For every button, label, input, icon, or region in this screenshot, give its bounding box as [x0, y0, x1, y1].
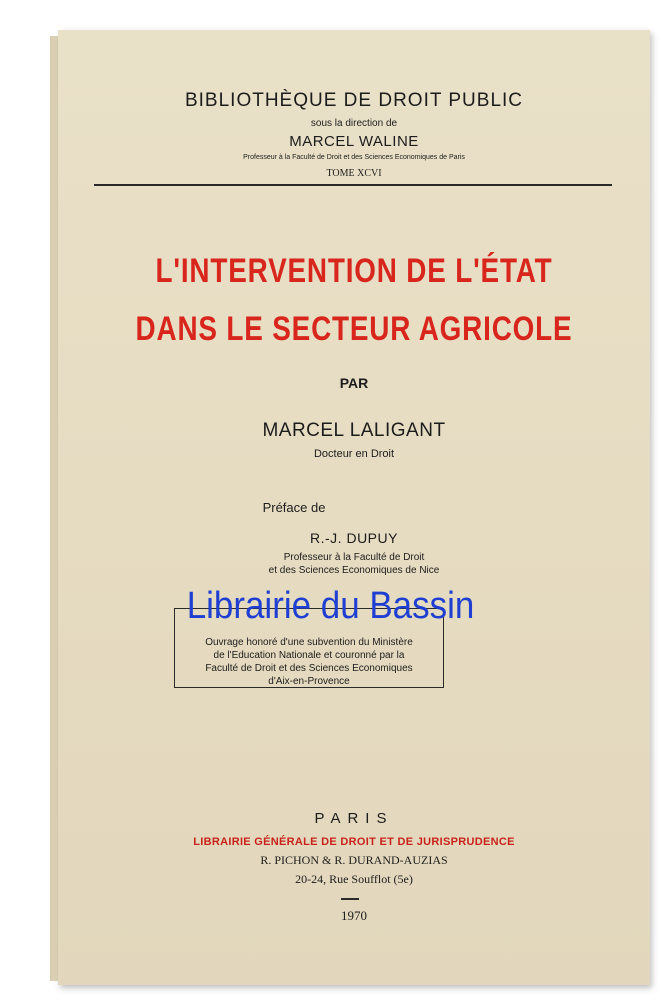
award-line-4: d'Aix-en-Provence: [268, 676, 350, 687]
preface-author-title-1: Professeur à la Faculté de Droit: [283, 552, 425, 563]
preface-author: R.-J. DUPUY: [310, 530, 398, 546]
award-line-3: Faculté de Droit et des Sciences Economiques: [205, 663, 413, 674]
header-divider: [94, 184, 612, 186]
direction-label: sous la direction de: [310, 118, 398, 129]
year-dash: [341, 898, 359, 900]
seller-watermark: Librairie du Bassin: [186, 585, 475, 627]
book-cover: [58, 30, 650, 985]
publication-year: 1970: [341, 908, 367, 923]
preface-author-title-2: et des Sciences Economiques de Nice: [268, 565, 440, 576]
publisher-name: LIBRAIRIE GÉNÉRALE DE DROIT ET DE JURISPRUDENCE: [193, 836, 515, 848]
author-title: Docteur en Droit: [313, 448, 395, 460]
series-title: BIBLIOTHÈQUE DE DROIT PUBLIC: [184, 90, 524, 111]
series-director: MARCEL WALINE: [289, 133, 419, 150]
award-line-1: Ouvrage honoré d'une subvention du Ministère: [205, 637, 413, 648]
book-title-line-1: L'INTERVENTION DE L'ÉTAT: [155, 252, 553, 290]
award-line-2: de l'Education Nationale et couronné par la: [213, 650, 405, 661]
tome-number: TOME XCVI: [326, 168, 382, 179]
director-affiliation: Professeur à la Faculté de Droit et des Sciences Economiques de Paris: [243, 154, 465, 161]
publication-city: PARIS: [314, 810, 394, 827]
publisher-address: 20-24, Rue Soufflot (5e): [295, 872, 413, 886]
by-label: PAR: [339, 375, 369, 391]
preface-label: Préface de: [262, 500, 326, 515]
book-title-line-2: DANS LE SECTEUR AGRICOLE: [135, 310, 573, 348]
author-name: MARCEL LALIGANT: [262, 420, 446, 441]
printer-name: R. PICHON & R. DURAND-AUZIAS: [260, 853, 448, 867]
